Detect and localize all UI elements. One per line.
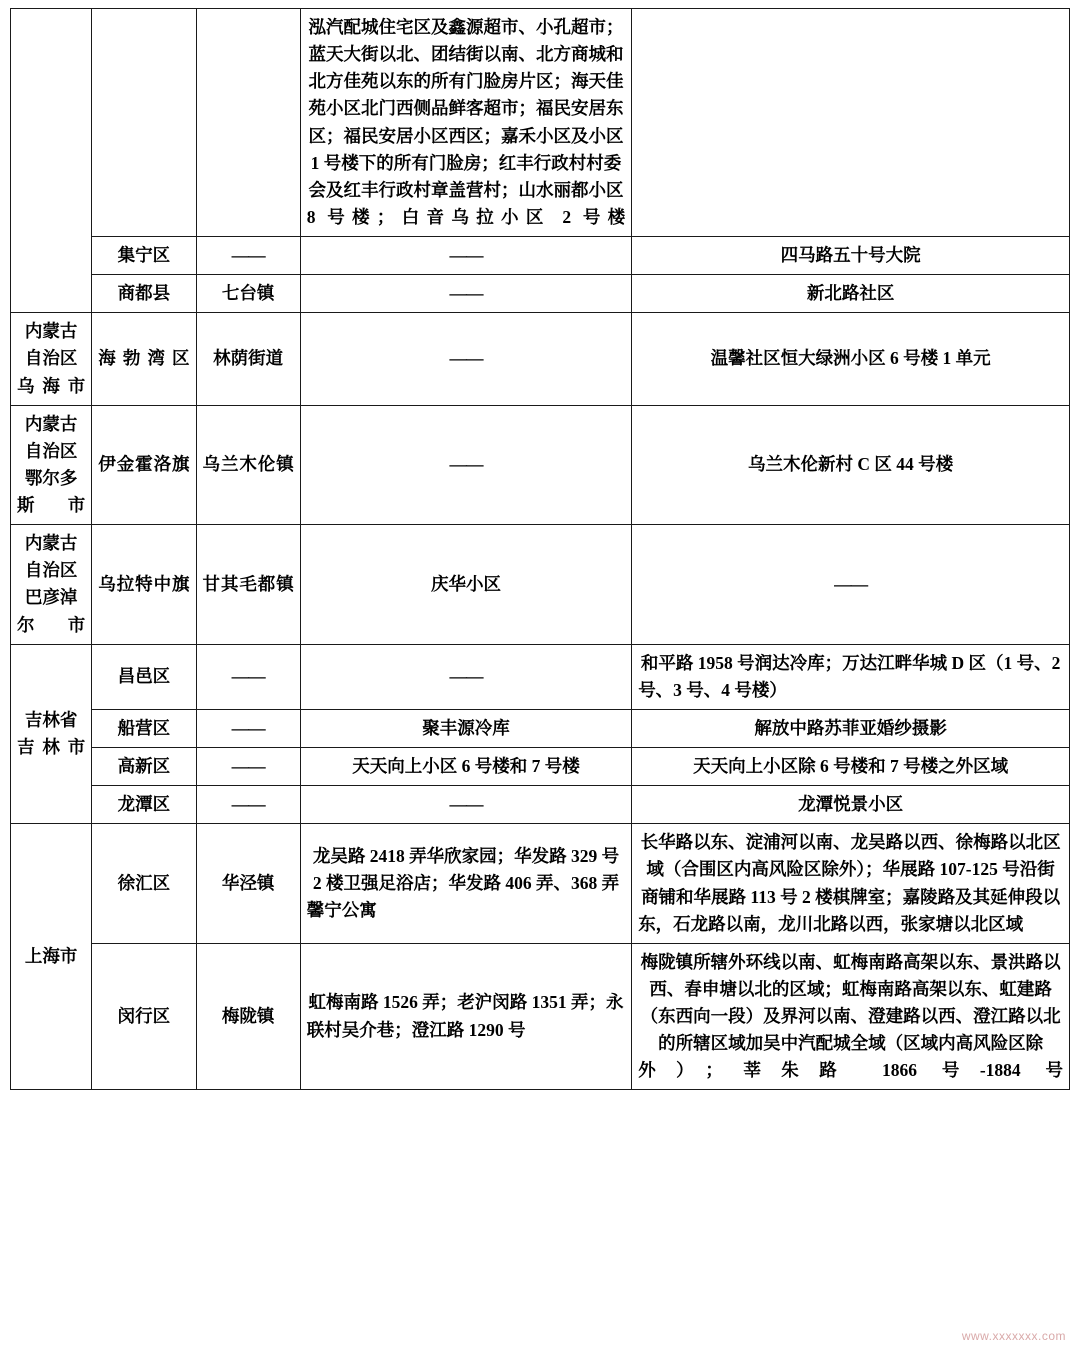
cell-town: 梅陇镇 [196,943,300,1090]
cell-district: 高新区 [92,748,196,786]
cell-town: —— [196,237,300,275]
risk-areas-table [10,8,1070,1090]
cell-mid-risk: 长华路以东、淀浦河以南、龙吴路以西、徐梅路以北区域（合围区内高风险区除外）；华展路 107-125 号沿街商铺和华展路 113 号 2 楼棋牌室；嘉陵路及其延伸段以东，石龙路以南，龙川北路以西，张家塘以北区域 [632,824,1070,944]
table-row [11,748,1070,786]
cell-high-risk: 泓汽配城住宅区及鑫源超市、小孔超市；蓝天大街以北、团结街以南、北方商城和北方佳苑以东的所有门脸房片区；海天佳苑小区北门西侧品鲜客超市；福民安居东区；福民安居小区西区；嘉禾小区及小区 1 号楼下的所有门脸房；红丰行政村村委会及红丰行政村章盖营村；山水丽都小区 8 号楼；白音乌拉小区 2 号楼 [300,9,631,237]
cell-high-risk: 虹梅南路 1526 弄；老沪闵路 1351 弄；永联村吴介巷；澄江路 1290 号 [300,943,631,1090]
table-row [11,525,1070,645]
table-row [11,786,1070,824]
cell-mid-risk: 解放中路苏菲亚婚纱摄影 [632,709,1070,747]
cell-town: —— [196,786,300,824]
cell-province: 内蒙古自治区乌海市 [11,313,92,405]
cell-high-risk: 天天向上小区 6 号楼和 7 号楼 [300,748,631,786]
cell-mid-risk: 乌兰木伦新村 C 区 44 号楼 [632,405,1070,525]
cell-town: 乌兰木伦镇 [196,405,300,525]
cell-high-risk: —— [300,644,631,709]
cell-mid-risk: 梅陇镇所辖外环线以南、虹梅南路高架以东、景洪路以西、春申塘以北的区域；虹梅南路高架以东、虹建路（东西向一段）及界河以南、澄建路以西、澄江路以北的所辖区域加吴中汽配城全域（区域内高风险区除外）；莘朱路 1866 号-1884 号 [632,943,1070,1090]
cell-high-risk: —— [300,275,631,313]
cell-province: 吉林省吉林市 [11,644,92,824]
cell-mid-risk [632,9,1070,237]
cell-district: 集宁区 [92,237,196,275]
table-row [11,824,1070,944]
cell-high-risk: —— [300,405,631,525]
cell-district [92,9,196,237]
cell-town: —— [196,709,300,747]
cell-district: 船营区 [92,709,196,747]
cell-mid-risk: 温馨社区恒大绿洲小区 6 号楼 1 单元 [632,313,1070,405]
cell-district: 海勃湾区 [92,313,196,405]
cell-town: 七台镇 [196,275,300,313]
cell-district: 闵行区 [92,943,196,1090]
cell-mid-risk: 龙潭悦景小区 [632,786,1070,824]
cell-province [11,9,92,313]
table-row [11,709,1070,747]
cell-high-risk: —— [300,237,631,275]
cell-province: 内蒙古自治区鄂尔多斯市 [11,405,92,525]
cell-district: 乌拉特中旗 [92,525,196,645]
cell-mid-risk: 天天向上小区除 6 号楼和 7 号楼之外区域 [632,748,1070,786]
cell-mid-risk: 和平路 1958 号润达冷库；万达江畔华城 D 区（1 号、2 号、3 号、4 号楼） [632,644,1070,709]
cell-province: 上海市 [11,824,92,1090]
cell-district: 龙潭区 [92,786,196,824]
cell-town: 林荫街道 [196,313,300,405]
cell-mid-risk: 新北路社区 [632,275,1070,313]
cell-district: 徐汇区 [92,824,196,944]
table-row [11,644,1070,709]
table-row [11,405,1070,525]
cell-mid-risk: 四马路五十号大院 [632,237,1070,275]
watermark: www.xxxxxxx.com [961,1329,1066,1343]
table-row [11,9,1070,237]
table-row [11,313,1070,405]
cell-high-risk: —— [300,313,631,405]
cell-town: —— [196,644,300,709]
cell-district: 伊金霍洛旗 [92,405,196,525]
table-row [11,943,1070,1090]
cell-town [196,9,300,237]
cell-high-risk: —— [300,786,631,824]
cell-town: 甘其毛都镇 [196,525,300,645]
cell-high-risk: 庆华小区 [300,525,631,645]
cell-high-risk: 聚丰源冷库 [300,709,631,747]
cell-town: 华泾镇 [196,824,300,944]
cell-high-risk: 龙吴路 2418 弄华欣家园；华发路 329 号 2 楼卫强足浴店；华发路 406 弄、368 弄馨宁公寓 [300,824,631,944]
table-row [11,275,1070,313]
cell-mid-risk: —— [632,525,1070,645]
cell-town: —— [196,748,300,786]
cell-district: 商都县 [92,275,196,313]
table-row [11,237,1070,275]
cell-province: 内蒙古自治区巴彦淖尔市 [11,525,92,645]
cell-district: 昌邑区 [92,644,196,709]
